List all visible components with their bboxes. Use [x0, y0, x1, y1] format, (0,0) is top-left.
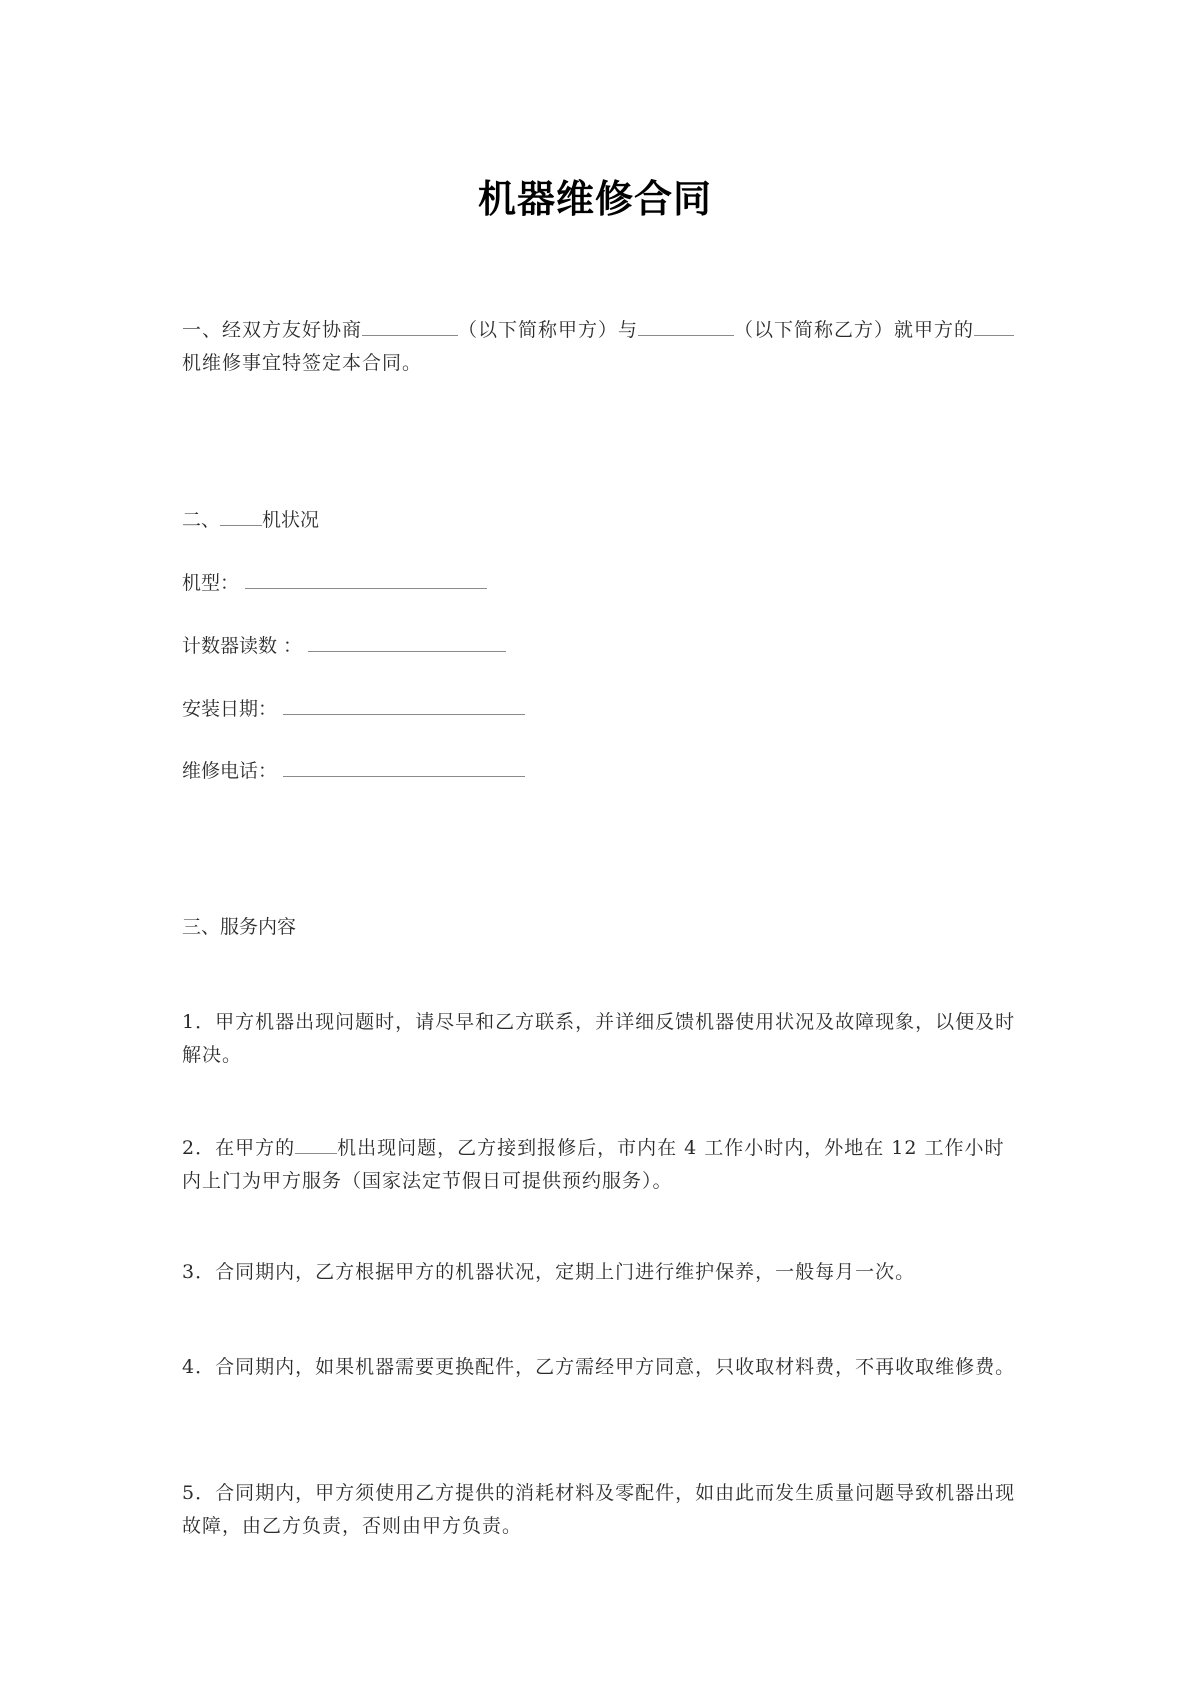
- field-counter-reading-input[interactable]: [308, 631, 506, 652]
- machine-type-blank[interactable]: [974, 317, 1014, 336]
- section-1-paragraph: [182, 314, 1022, 380]
- service-item-2-machine-blank[interactable]: [295, 1135, 337, 1154]
- field-model-label: 机型：: [182, 572, 240, 594]
- field-model: [182, 568, 487, 597]
- section-1-part-b: （以下简称乙方）就甲方的: [734, 319, 975, 341]
- field-counter-reading-label: 计数器读数 ：: [182, 635, 303, 657]
- field-install-date-input[interactable]: [283, 694, 525, 715]
- field-install-date: [182, 694, 525, 723]
- party-a-blank[interactable]: [362, 317, 458, 336]
- field-repair-phone-label: 维修电话：: [182, 760, 278, 782]
- document-title: 机器维修合同: [477, 177, 712, 221]
- service-item-1: 1．甲方机器出现问题时，请尽早和乙方联系，并详细反馈机器使用状况及故障现象，以便及时解决。: [182, 1011, 1016, 1066]
- section-2-heading-prefix: 二、: [182, 509, 221, 531]
- service-item-2: [182, 1132, 1022, 1198]
- service-item-3: 3．合同期内，乙方根据甲方的机器状况，定期上门进行维护保养，一般每月一次。: [182, 1261, 916, 1283]
- field-repair-phone: [182, 756, 525, 785]
- field-counter-reading: [182, 631, 506, 660]
- service-item-5: 5．合同期内，甲方须使用乙方提供的消耗材料及零配件，如由此而发生质量问题导致机器出现故障，由乙方负责，否则由甲方负责。: [182, 1482, 1016, 1537]
- field-install-date-label: 安装日期：: [182, 698, 278, 720]
- service-item-2-suffix: 机出现问题，乙方接到报修后，市内在 4 工作小时内，外地在 12 工作小时内上门为甲方服务（国家法定节假日可提供预约服务）。: [182, 1137, 1005, 1192]
- field-model-input[interactable]: [245, 568, 487, 589]
- section-1-suffix: 机维修事宜特签定本合同。: [182, 352, 423, 374]
- section-2-heading: [182, 506, 319, 534]
- service-item-2-prefix: 2．在甲方的: [182, 1137, 296, 1159]
- service-item-4: 4．合同期内，如果机器需要更换配件，乙方需经甲方同意，只收取材料费，不再收取维修费。: [182, 1356, 1016, 1378]
- section-1-part-a: （以下简称甲方）与: [458, 319, 639, 341]
- section-2-machine-blank[interactable]: [220, 507, 262, 526]
- field-repair-phone-input[interactable]: [283, 756, 525, 777]
- section-2-heading-suffix: 机状况: [262, 509, 320, 531]
- party-b-blank[interactable]: [638, 317, 734, 336]
- section-3-heading: 三、服务内容: [182, 916, 297, 938]
- section-1-prefix: 一、经双方友好协商: [182, 319, 363, 341]
